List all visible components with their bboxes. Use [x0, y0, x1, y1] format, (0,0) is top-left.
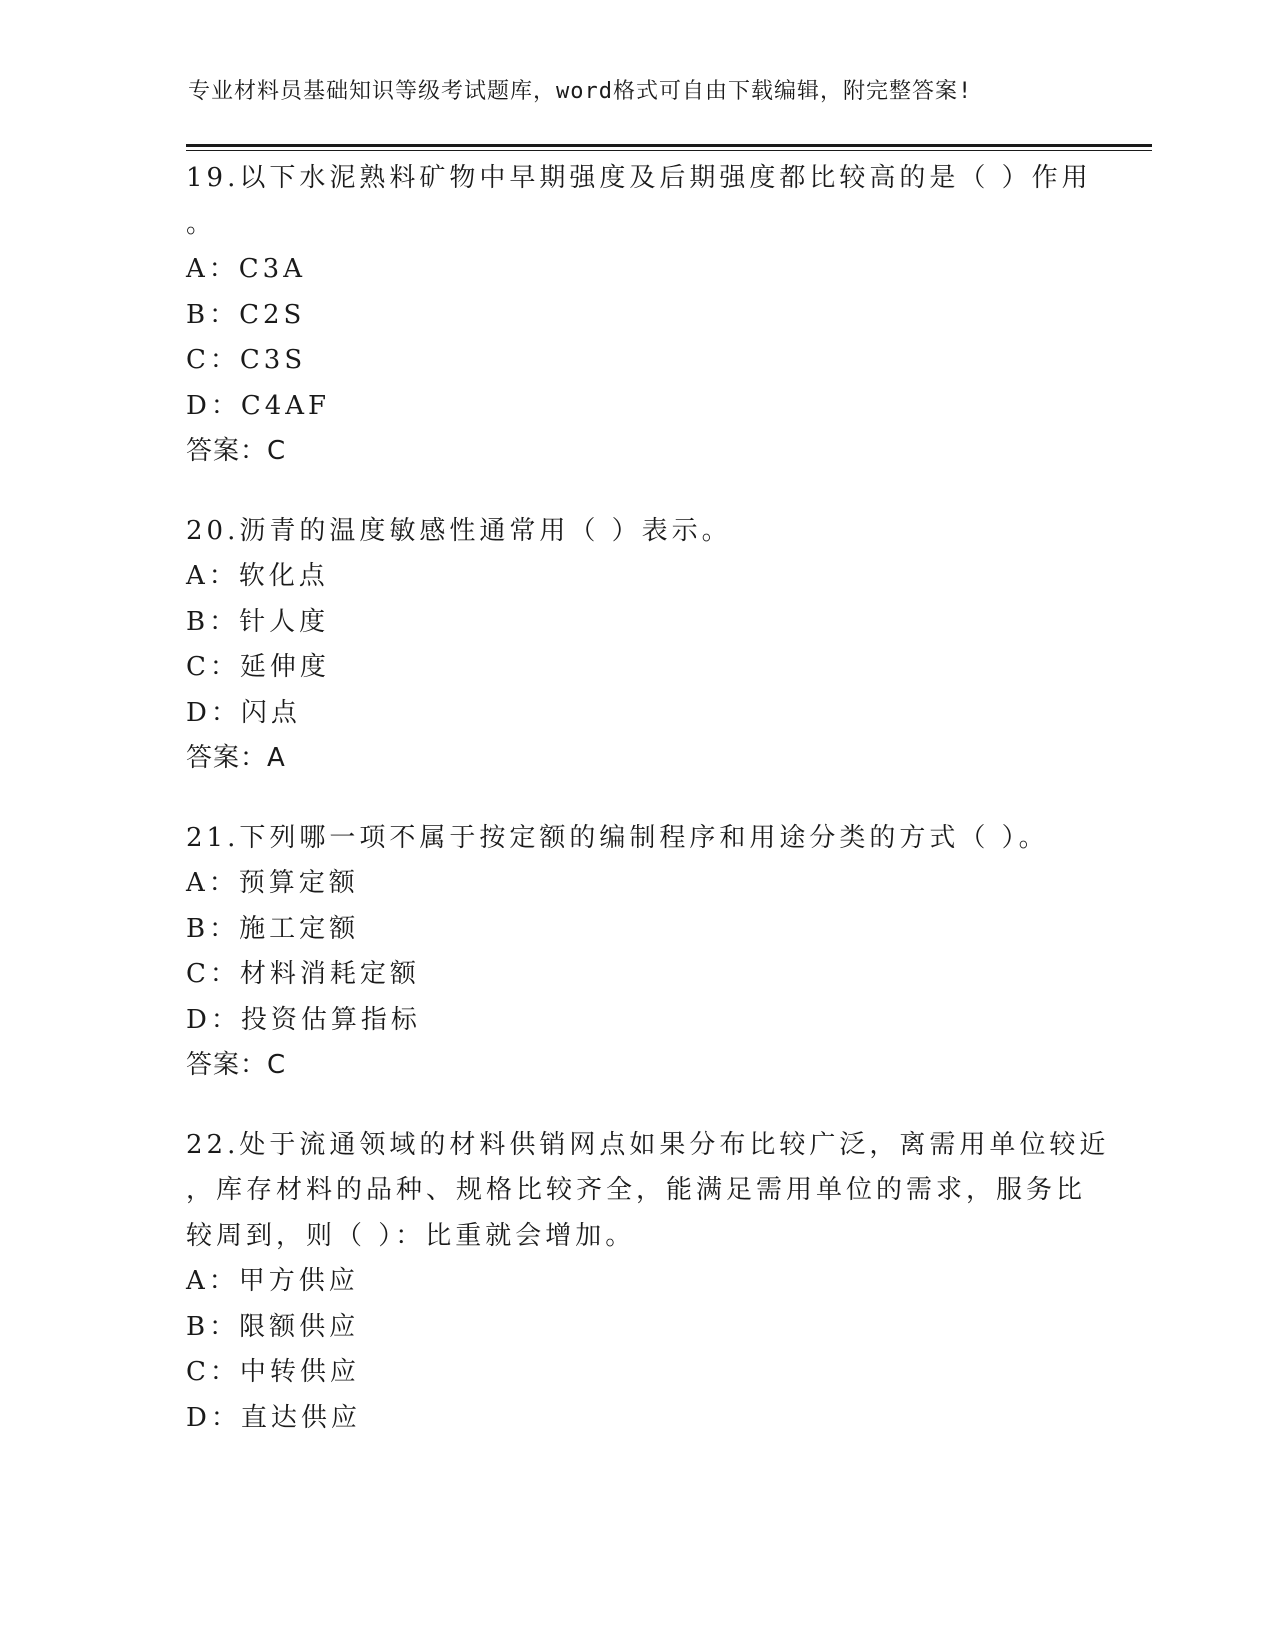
question-stem: 较周到，则（ ）：比重就会增加。: [186, 1220, 636, 1251]
question-stem: 22.处于流通领域的材料供销网点如果分布比较广泛，离需用单位较近: [186, 1129, 1110, 1160]
option-a: A：C3A: [186, 254, 306, 284]
option-d: D：C4AF: [186, 390, 331, 421]
option-c: C：中转供应: [186, 1357, 360, 1387]
answer: 答案：C: [186, 1050, 287, 1080]
option-d: D：直达供应: [186, 1402, 361, 1433]
header-rule-thin: [186, 150, 1152, 151]
option-d: D：投资估算指标: [186, 1004, 421, 1035]
question-20: [186, 509, 1086, 782]
answer: 答案：C: [186, 436, 287, 466]
option-c: C：材料消耗定额: [186, 959, 420, 989]
option-c: C：延伸度: [186, 652, 330, 682]
header-rule-thick: [186, 144, 1152, 147]
option-a: A：预算定额: [186, 868, 359, 898]
option-c: C：C3S: [186, 345, 307, 375]
question-list: [186, 156, 1110, 1475]
question-stem: ，库存材料的品种、规格比较齐全，能满足需用单位的需求，服务比: [186, 1175, 1087, 1205]
question-21: [186, 816, 1086, 1089]
answer: 答案：A: [186, 743, 286, 773]
page-header: 专业材料员基础知识等级考试题库，word格式可自由下载编辑，附完整答案!: [188, 79, 973, 104]
option-b: B：C2S: [186, 299, 306, 330]
question-22: [186, 1123, 1110, 1442]
option-b: B：施工定额: [186, 913, 360, 944]
question-stem: 21.下列哪一项不属于按定额的编制程序和用途分类的方式（ ）。: [186, 822, 1049, 853]
question-stem: 20.沥青的温度敏感性通常用（ ）表示。: [186, 515, 732, 546]
question-19: [186, 156, 1092, 475]
option-a: A：软化点: [186, 561, 329, 591]
option-a: A：甲方供应: [186, 1266, 359, 1296]
option-b: B：针人度: [186, 606, 330, 637]
option-b: B：限额供应: [186, 1311, 360, 1342]
question-stem: 19.以下水泥熟料矿物中早期强度及后期强度都比较高的是（ ）作用: [186, 163, 1092, 193]
question-stem: 。: [186, 208, 217, 239]
option-d: D：闪点: [186, 697, 301, 728]
